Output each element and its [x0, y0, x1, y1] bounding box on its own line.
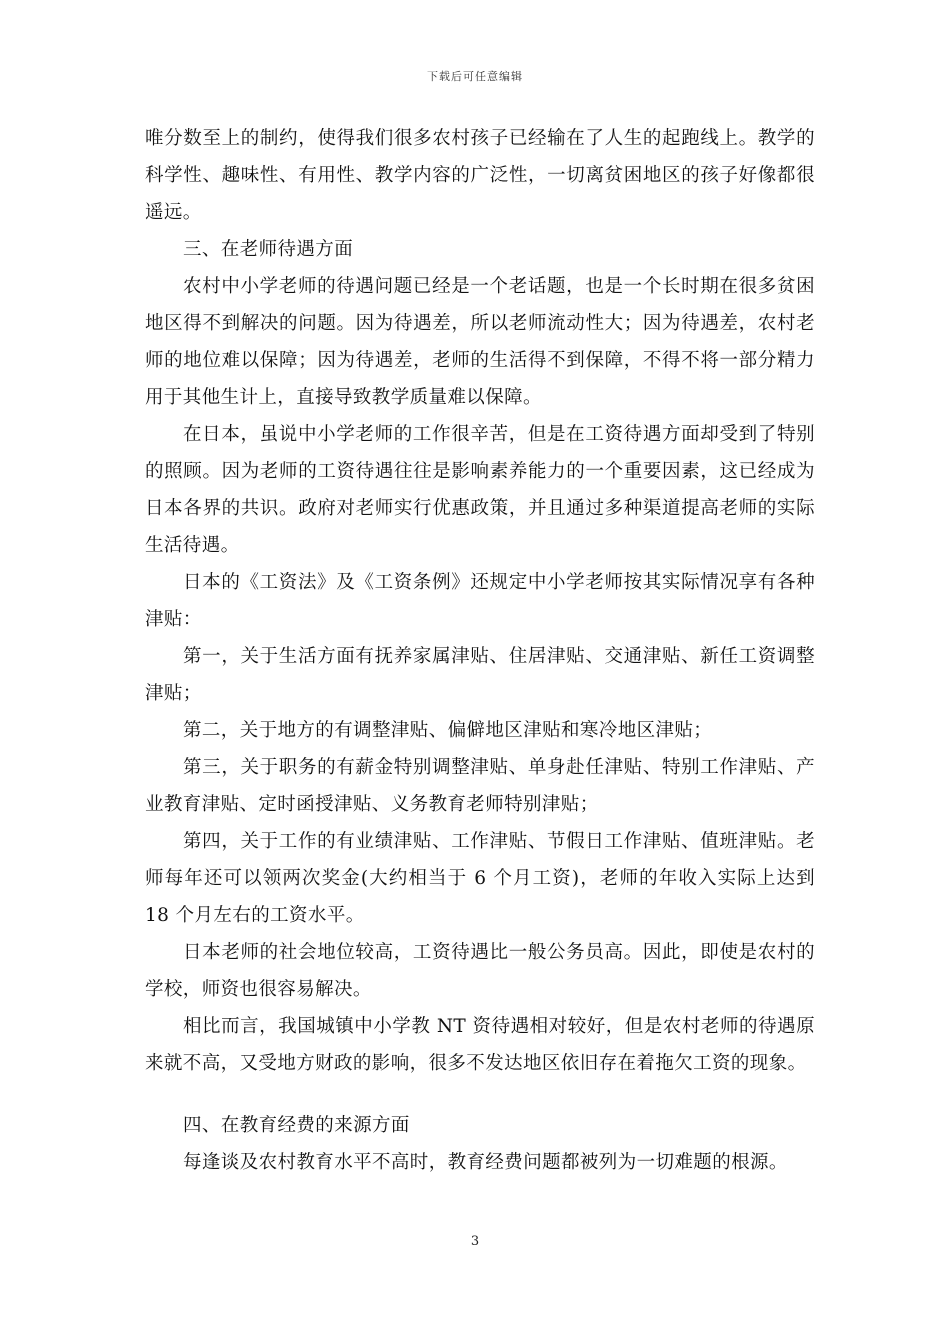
- paragraph-spacer: [145, 1082, 815, 1107]
- paragraph: 相比而言，我国城镇中小学教 NT 资待遇相对较好，但是农村老师的待遇原来就不高，又受地方财政的影响，很多不发达地区依旧存在着拖欠工资的现象。: [145, 1016, 815, 1074]
- page-header: 下载后可任意编辑: [427, 70, 523, 83]
- list-item-allowance-3: 第三，关于职务的有薪金特别调整津贴、单身赴任津贴、特别工作津贴、产业教育津贴、定时函授津贴、义务教育老师特别津贴；: [145, 757, 815, 815]
- paragraph: 日本老师的社会地位较高，工资待遇比一般公务员高。因此，即使是农村的学校，师资也很容易解决。: [145, 942, 815, 1000]
- page-number: 3: [470, 1234, 480, 1249]
- paragraph: 每逢谈及农村教育水平不高时，教育经费问题都被列为一切难题的根源。: [183, 1152, 788, 1173]
- section-heading-teacher-pay: 三、在老师待遇方面: [183, 239, 354, 260]
- list-item-allowance-2: 第二，关于地方的有调整津贴、偏僻地区津贴和寒冷地区津贴；: [183, 720, 713, 741]
- list-item-allowance-4: 第四，关于工作的有业绩津贴、工作津贴、节假日工作津贴、值班津贴。老师每年还可以领两次奖金(大约相当于 6 个月工资)，老师的年收入实际上达到 18 个月左右的工资水平。: [145, 831, 815, 926]
- paragraph: 农村中小学老师的待遇问题已经是一个老话题，也是一个长时期在很多贫困地区得不到解决的问题。因为待遇差，所以老师流动性大；因为待遇差，农村老师的地位难以保障；因为待遇差，老师的生活得不到保障，不得不将一部分精力用于其他生计上，直接导致教学质量难以保障。: [145, 276, 815, 408]
- document-body: [145, 120, 815, 1181]
- paragraph: 在日本，虽说中小学老师的工作很辛苦，但是在工资待遇方面却受到了特别的照顾。因为老师的工资待遇往往是影响素养能力的一个重要因素，这已经成为日本各界的共识。政府对老师实行优惠政策，并且通过多种渠道提高老师的实际生活待遇。: [145, 424, 815, 556]
- paragraph-continued: 唯分数至上的制约，使得我们很多农村孩子已经输在了人生的起跑线上。教学的科学性、趣味性、有用性、教学内容的广泛性，一切离贫困地区的孩子好像都很遥远。: [145, 128, 815, 223]
- paragraph: 日本的《工资法》及《工资条例》还规定中小学老师按其实际情况享有各种津贴：: [145, 572, 815, 630]
- list-item-allowance-1: 第一，关于生活方面有抚养家属津贴、住居津贴、交通津贴、新任工资调整津贴；: [145, 646, 815, 704]
- section-heading-education-funding: 四、在教育经费的来源方面: [183, 1115, 410, 1136]
